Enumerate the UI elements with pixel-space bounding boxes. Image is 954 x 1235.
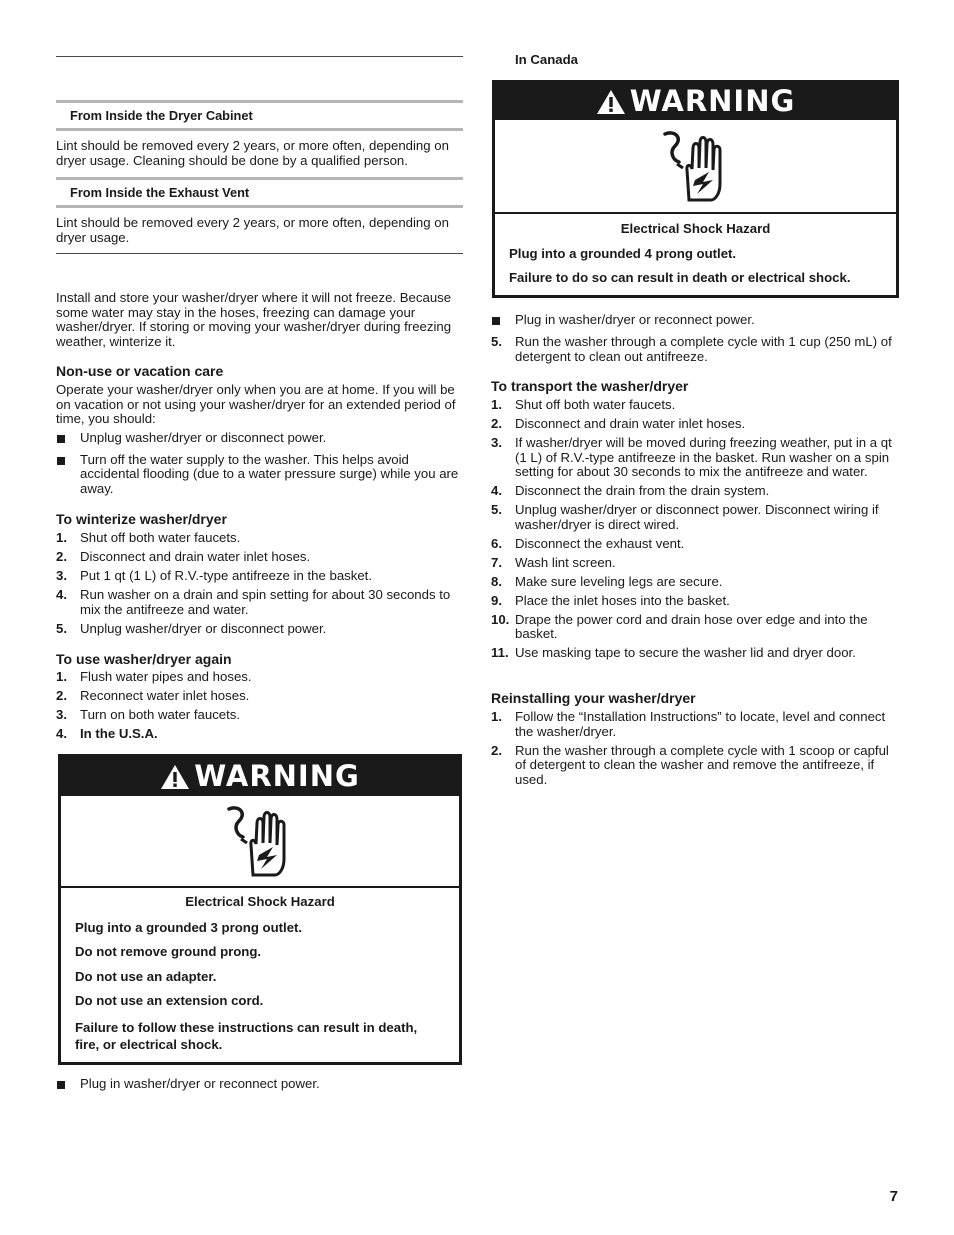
bullet-square-icon bbox=[57, 435, 65, 443]
list-item: 1. Shut off both water faucets. bbox=[491, 397, 676, 412]
section-rule bbox=[56, 205, 463, 208]
list-item: 10. Drape the power cord and drain hose over edge and into the basket. bbox=[491, 611, 868, 642]
list-item: 6. Disconnect the exhaust vent. bbox=[491, 535, 685, 551]
electrical-shock-hand-icon bbox=[225, 803, 295, 879]
warning-line: Do not use an extension cord. bbox=[75, 993, 264, 1009]
list-item: 1. Follow the “Installation Instructions” to locate, level and connect the washer/dryer. bbox=[491, 709, 886, 739]
reinstall-steps bbox=[491, 710, 898, 792]
list-item: 5. Unplug washer/dryer or disconnect power. Disconnect wiring if washer/dryer is direct wired. bbox=[491, 502, 879, 532]
list-item: Plug in washer/dryer or reconnect power. bbox=[491, 313, 898, 328]
warning-line: Plug into a grounded 3 prong outlet. bbox=[75, 919, 303, 935]
list-item: 2. Disconnect and drain water inlet hoses. bbox=[491, 415, 746, 431]
warning-line: Do not remove ground prong. bbox=[75, 944, 262, 960]
list-item: 3. Put 1 qt (1 L) of R.V.-type antifreeze in the basket. bbox=[56, 567, 372, 583]
section-rule bbox=[56, 100, 463, 103]
warning-triangle-icon bbox=[160, 764, 190, 790]
list-item: 2. Disconnect and drain water inlet hoses. bbox=[56, 548, 311, 564]
warning-hazard: Electrical Shock Hazard bbox=[185, 894, 335, 909]
bullet-square-icon bbox=[492, 317, 500, 325]
list-item: 4. Disconnect the drain from the drain system. bbox=[491, 483, 770, 499]
reinstall-heading: Reinstalling your washer/dryer bbox=[491, 690, 696, 706]
warning-triangle-icon bbox=[596, 89, 626, 115]
use-again-steps bbox=[56, 670, 463, 746]
list-item: Turn off the water supply to the washer. This helps avoid accidental flooding (due to a water pressure surge) while you are away. bbox=[56, 453, 463, 497]
shock-icon-area bbox=[61, 796, 459, 888]
list-item: 5. Run the washer through a complete cycle with 1 cup (250 mL) of detergent to clean out antifreeze. bbox=[491, 334, 892, 364]
list-item: 7. Wash lint screen. bbox=[491, 554, 616, 570]
list-item: 2. Run the washer through a complete cycle with 1 scoop or capful of detergent to clean the washer and remove the antifreeze, if used. bbox=[491, 742, 889, 787]
shock-icon-area bbox=[495, 120, 896, 214]
dryer-cabinet-heading: From Inside the Dryer Cabinet bbox=[70, 108, 253, 123]
warning-box-usa bbox=[58, 754, 462, 1065]
warning-title: WARNING bbox=[629, 84, 796, 119]
divider-rule bbox=[56, 253, 463, 254]
dryer-cabinet-text: Lint should be removed every 2 years, or more often, depending on dryer usage. Cleaning should be done by a qualified person. bbox=[56, 138, 449, 168]
transport-steps bbox=[491, 398, 898, 665]
use-again-step-5 bbox=[491, 335, 898, 369]
exhaust-vent-text: Lint should be removed every 2 years, or more often, depending on dryer usage. bbox=[56, 215, 449, 245]
nonuse-text: Operate your washer/dryer only when you are at home. If you will be on vacation or not using your washer/dryer for an extended period of time, you should: bbox=[56, 382, 456, 427]
bullet-square-icon bbox=[57, 457, 65, 465]
warning-hazard: Electrical Shock Hazard bbox=[620, 221, 771, 236]
list-item: Plug in washer/dryer or reconnect power. bbox=[56, 1077, 463, 1092]
warning-header bbox=[61, 757, 459, 796]
list-item: 2. Reconnect water inlet hoses. bbox=[56, 687, 250, 703]
after-warning-bullets bbox=[491, 313, 898, 335]
warning-line: Do not use an adapter. bbox=[75, 968, 217, 984]
section-rule bbox=[56, 177, 463, 180]
freeze-intro: Install and store your washer/dryer where it will not freeze. Because some water may stay in the hoses, freezing can damage your washer/dryer. If storing or moving your washer/dryer during freezing weather, winterize it. bbox=[56, 290, 452, 349]
transport-heading: To transport the washer/dryer bbox=[491, 378, 689, 394]
bullet-square-icon bbox=[57, 1081, 65, 1089]
list-item: Unplug washer/dryer or disconnect power. bbox=[56, 431, 463, 446]
after-warning-bullets bbox=[56, 1077, 463, 1099]
list-item: 1. Flush water pipes and hoses. bbox=[56, 669, 252, 684]
list-item: 8. Make sure leveling legs are secure. bbox=[491, 573, 723, 589]
warning-line: Failure to do so can result in death or electrical shock. bbox=[509, 270, 851, 286]
page-number: 7 bbox=[889, 1188, 898, 1205]
list-item: 11. Use masking tape to secure the washer lid and dryer door. bbox=[491, 645, 856, 661]
use-again-heading: To use washer/dryer again bbox=[56, 651, 232, 667]
exhaust-vent-heading: From Inside the Exhaust Vent bbox=[70, 185, 250, 200]
winterize-heading: To winterize washer/dryer bbox=[56, 511, 227, 527]
list-item: 5. Unplug washer/dryer or disconnect power. bbox=[56, 620, 327, 636]
nonuse-bullets bbox=[56, 431, 463, 503]
list-item: 3. If washer/dryer will be moved during freezing weather, put in a qt (1 L) of R.V.-type antifreeze in the basket. Run washer on a spin setting for about 30 seconds to mix the antifreeze and water. bbox=[491, 434, 892, 480]
canada-label: In Canada bbox=[515, 52, 579, 67]
top-rule bbox=[56, 56, 463, 57]
winterize-steps bbox=[56, 531, 463, 641]
warning-line: Plug into a grounded 4 prong outlet. bbox=[509, 245, 737, 261]
warning-title: WARNING bbox=[194, 759, 360, 794]
list-item: 4. Run washer on a drain and spin setting for about 30 seconds to mix the antifreeze and water. bbox=[56, 586, 451, 617]
nonuse-heading: Non-use or vacation care bbox=[56, 363, 224, 379]
warning-box-canada bbox=[492, 80, 899, 298]
list-item: 4. In the U.S.A. bbox=[56, 725, 158, 741]
electrical-shock-hand-icon bbox=[661, 128, 731, 204]
section-rule bbox=[56, 128, 463, 131]
warning-line: Failure to follow these instructions can result in death, fire, or electrical shock. bbox=[75, 1019, 418, 1052]
list-item: 3. Turn on both water faucets. bbox=[56, 706, 241, 722]
list-item: 9. Place the inlet hoses into the basket. bbox=[491, 592, 730, 608]
list-item: 1. Shut off both water faucets. bbox=[56, 530, 241, 545]
warning-header bbox=[495, 83, 896, 120]
